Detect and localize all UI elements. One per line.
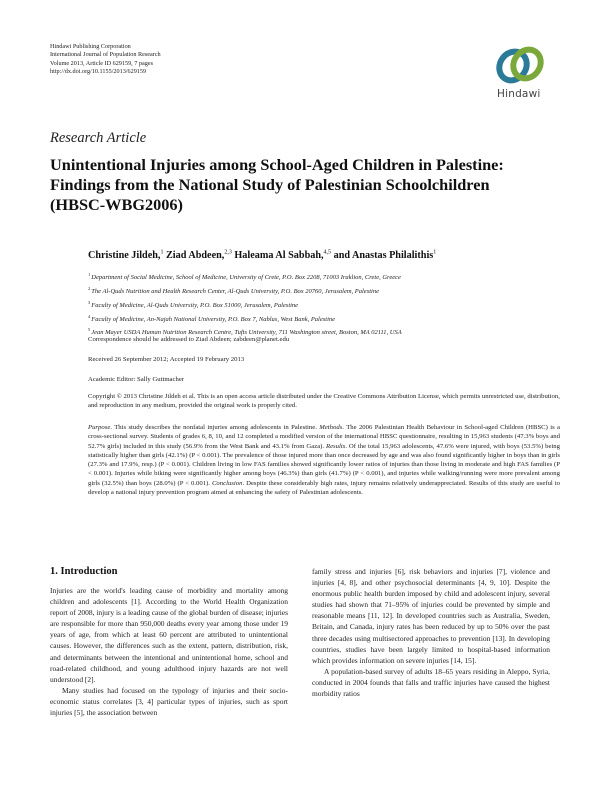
- abstract-conclusion-label: Conclusion: [211, 479, 243, 487]
- body-column-left: [50, 585, 288, 718]
- author-list: [88, 250, 436, 261]
- received-accepted-dates: Received 26 September 2012; Accepted 19 February 2013: [88, 356, 245, 363]
- affiliation: $^1$Department of Social Medicine, School of Medicine, University of Crete, P.O. Box 2208, 71003 Iraklion, Crete, Greece: [88, 272, 401, 282]
- copyright-notice: Copyright © 2013 Christine Jildeh et al. This is an open access article distributed under the Creative Commons Attribution License, which permits unrestricted use, distribution, and reproduction in any medium, provided the original work is properly cited.: [88, 393, 560, 410]
- affiliation: $^3$Faculty of Medicine, Al-Quds University, P.O. Box 51000, Jerusalem, Palestine: [88, 299, 299, 309]
- affiliation: $^4$Faculty of Medicine, An-Najah National University, P.O. Box 7, Nablus, West Bank, Palestine: [88, 313, 336, 323]
- hindawi-rings-icon: [494, 42, 546, 88]
- author: Haleama Al Sabbah,$^{4,5}$: [234, 250, 332, 262]
- author: Ziad Abdeen,$^{2,3}$: [166, 250, 232, 262]
- abstract-results-label: Results: [325, 442, 346, 450]
- section-heading-introduction: 1. Introduction: [50, 566, 118, 577]
- academic-editor: Academic Editor: Sally Guttmacher: [88, 376, 185, 383]
- affiliation: $^2$The Al-Quds Nutrition and Health Research Center, Al-Quds University, P.O. Box 20760, Jerusalem, Palestine: [88, 285, 379, 296]
- abstract-purpose-label: Purpose: [88, 424, 111, 431]
- hindawi-logo: [494, 42, 546, 104]
- body-column-right: [312, 566, 550, 699]
- article-title: Unintentional Injuries among School-Aged Children in Palestine: Findings from the National Study of Palestinian Schoolchildren (HBSC-WBG2006): [50, 155, 504, 214]
- logo-text: Hindawi: [497, 88, 541, 100]
- author: and Anastas Philalithis$^1$: [333, 250, 437, 262]
- volume-info: Volume 2013, Article ID 629159, 7 pages: [50, 59, 153, 67]
- journal-name: International Journal of Population Research: [50, 51, 161, 59]
- doi-link[interactable]: http://dx.doi.org/10.1155/2013/629159: [50, 68, 147, 76]
- paragraph: family stress and injuries [6], risk behaviors and injuries [7], violence and injuries [4, 8], and other psychosocial determinants [4, 9, 10]. Despite the enormous public health burden imposed by child and adolescent injury, several studies had shown that 71–95% of injuries could be prevented by simple and reasonable means [11, 12]. In developed countries such as Australia, Sweden, Britain, and Canada, injury rates has been reduced by up to 50% over the past three decades using multisectored approaches to prevention [13]. In developing countries, studies have been largely limited to hospital-based information which provides information on severe injuries [14, 15].: [312, 567, 550, 665]
- correspondence: Correspondence should be addressed to Ziad Abdeen; zabdeen@planet.edu: [88, 336, 290, 343]
- abstract-methods-label: Methods: [319, 424, 343, 431]
- journal-info: [50, 43, 161, 77]
- article-type: Research Article: [50, 130, 147, 146]
- abstract: Purpose. This study describes the nonfatal injuries among adolescents in Palestine. Methods. The 2006 Palestinian Health Behaviour in School-aged Children (HBSC) is a cross-sectional survey. Students of grades 6, 8, 10, and 12 completed a modified version of the international HBSC questionnaire, resulting in 15,963 students (47.3% boys and 52.7% girls) included in this study (56.9% from the West Bank and 43.1% from Gaza). Results. Of the total 15,963 adolescents, 47.6% were injured, with boys (53.5%) being statistically higher than girls (42.1%) (P < 0.001). The prevalence of those injured more than once decreased by age and was also found significantly higher in boys than in girls (27.3% and 17.9%, resp.) (P < 0.001). Children living in low FAS families showed significantly lower ratios of injuries than those living in moderate and high FAS families (P < 0.001). Injuries while biking were significantly higher among boys (46.3%) than girls (41.7%) (P < 0.001), and injuries while walking/running were more prevalent among girls (32.5%) than boys (28.0%) (P < 0.001). Conclusion. Despite these considerably high rates, injury remains relatively underappreciated. Results of this study are useful to develop a national injury prevention program aimed at enhancing the safety of Palestinian adolescents.: [88, 424, 560, 497]
- affiliation: $^5$Jean Mayer USDA Human Nutrition Research Centre, Tufts University, 711 Washington street, Boston, MA 02111, USA: [88, 327, 402, 337]
- author: Christine Jildeh,$^1$: [88, 250, 164, 262]
- affiliations: [88, 270, 402, 339]
- publisher: Hindawi Publishing Corporation: [50, 43, 131, 50]
- paragraph: Many studies had focused on the typology of injuries and their socio-economic status correlates [3, 4] particular types of injuries, such as sport injuries [5], the association between: [50, 685, 288, 718]
- paragraph: A population-based survey of adults 18–65 years residing in Aleppo, Syria, conducted in 2004 founds that falls and traffic injuries have caused the highest morbidity ratios: [312, 666, 550, 699]
- paragraph: Injuries are the world's leading cause of morbidity and mortality among children and adolescents [1]. According to the World Health Organization report of 2008, injury is a leading cause of the global burden of disease; injuries are responsible for more than 950,000 deaths every year among those under 19 years of age, from which at least 60 percent are attributed to unintentional causes. However, the differences such as the extent, pattern, distribution, risk, and determinants between the intentional and unintentional home, school and road-related childhood, and young adulthood injury hazards are not well understood [2].: [50, 586, 288, 684]
